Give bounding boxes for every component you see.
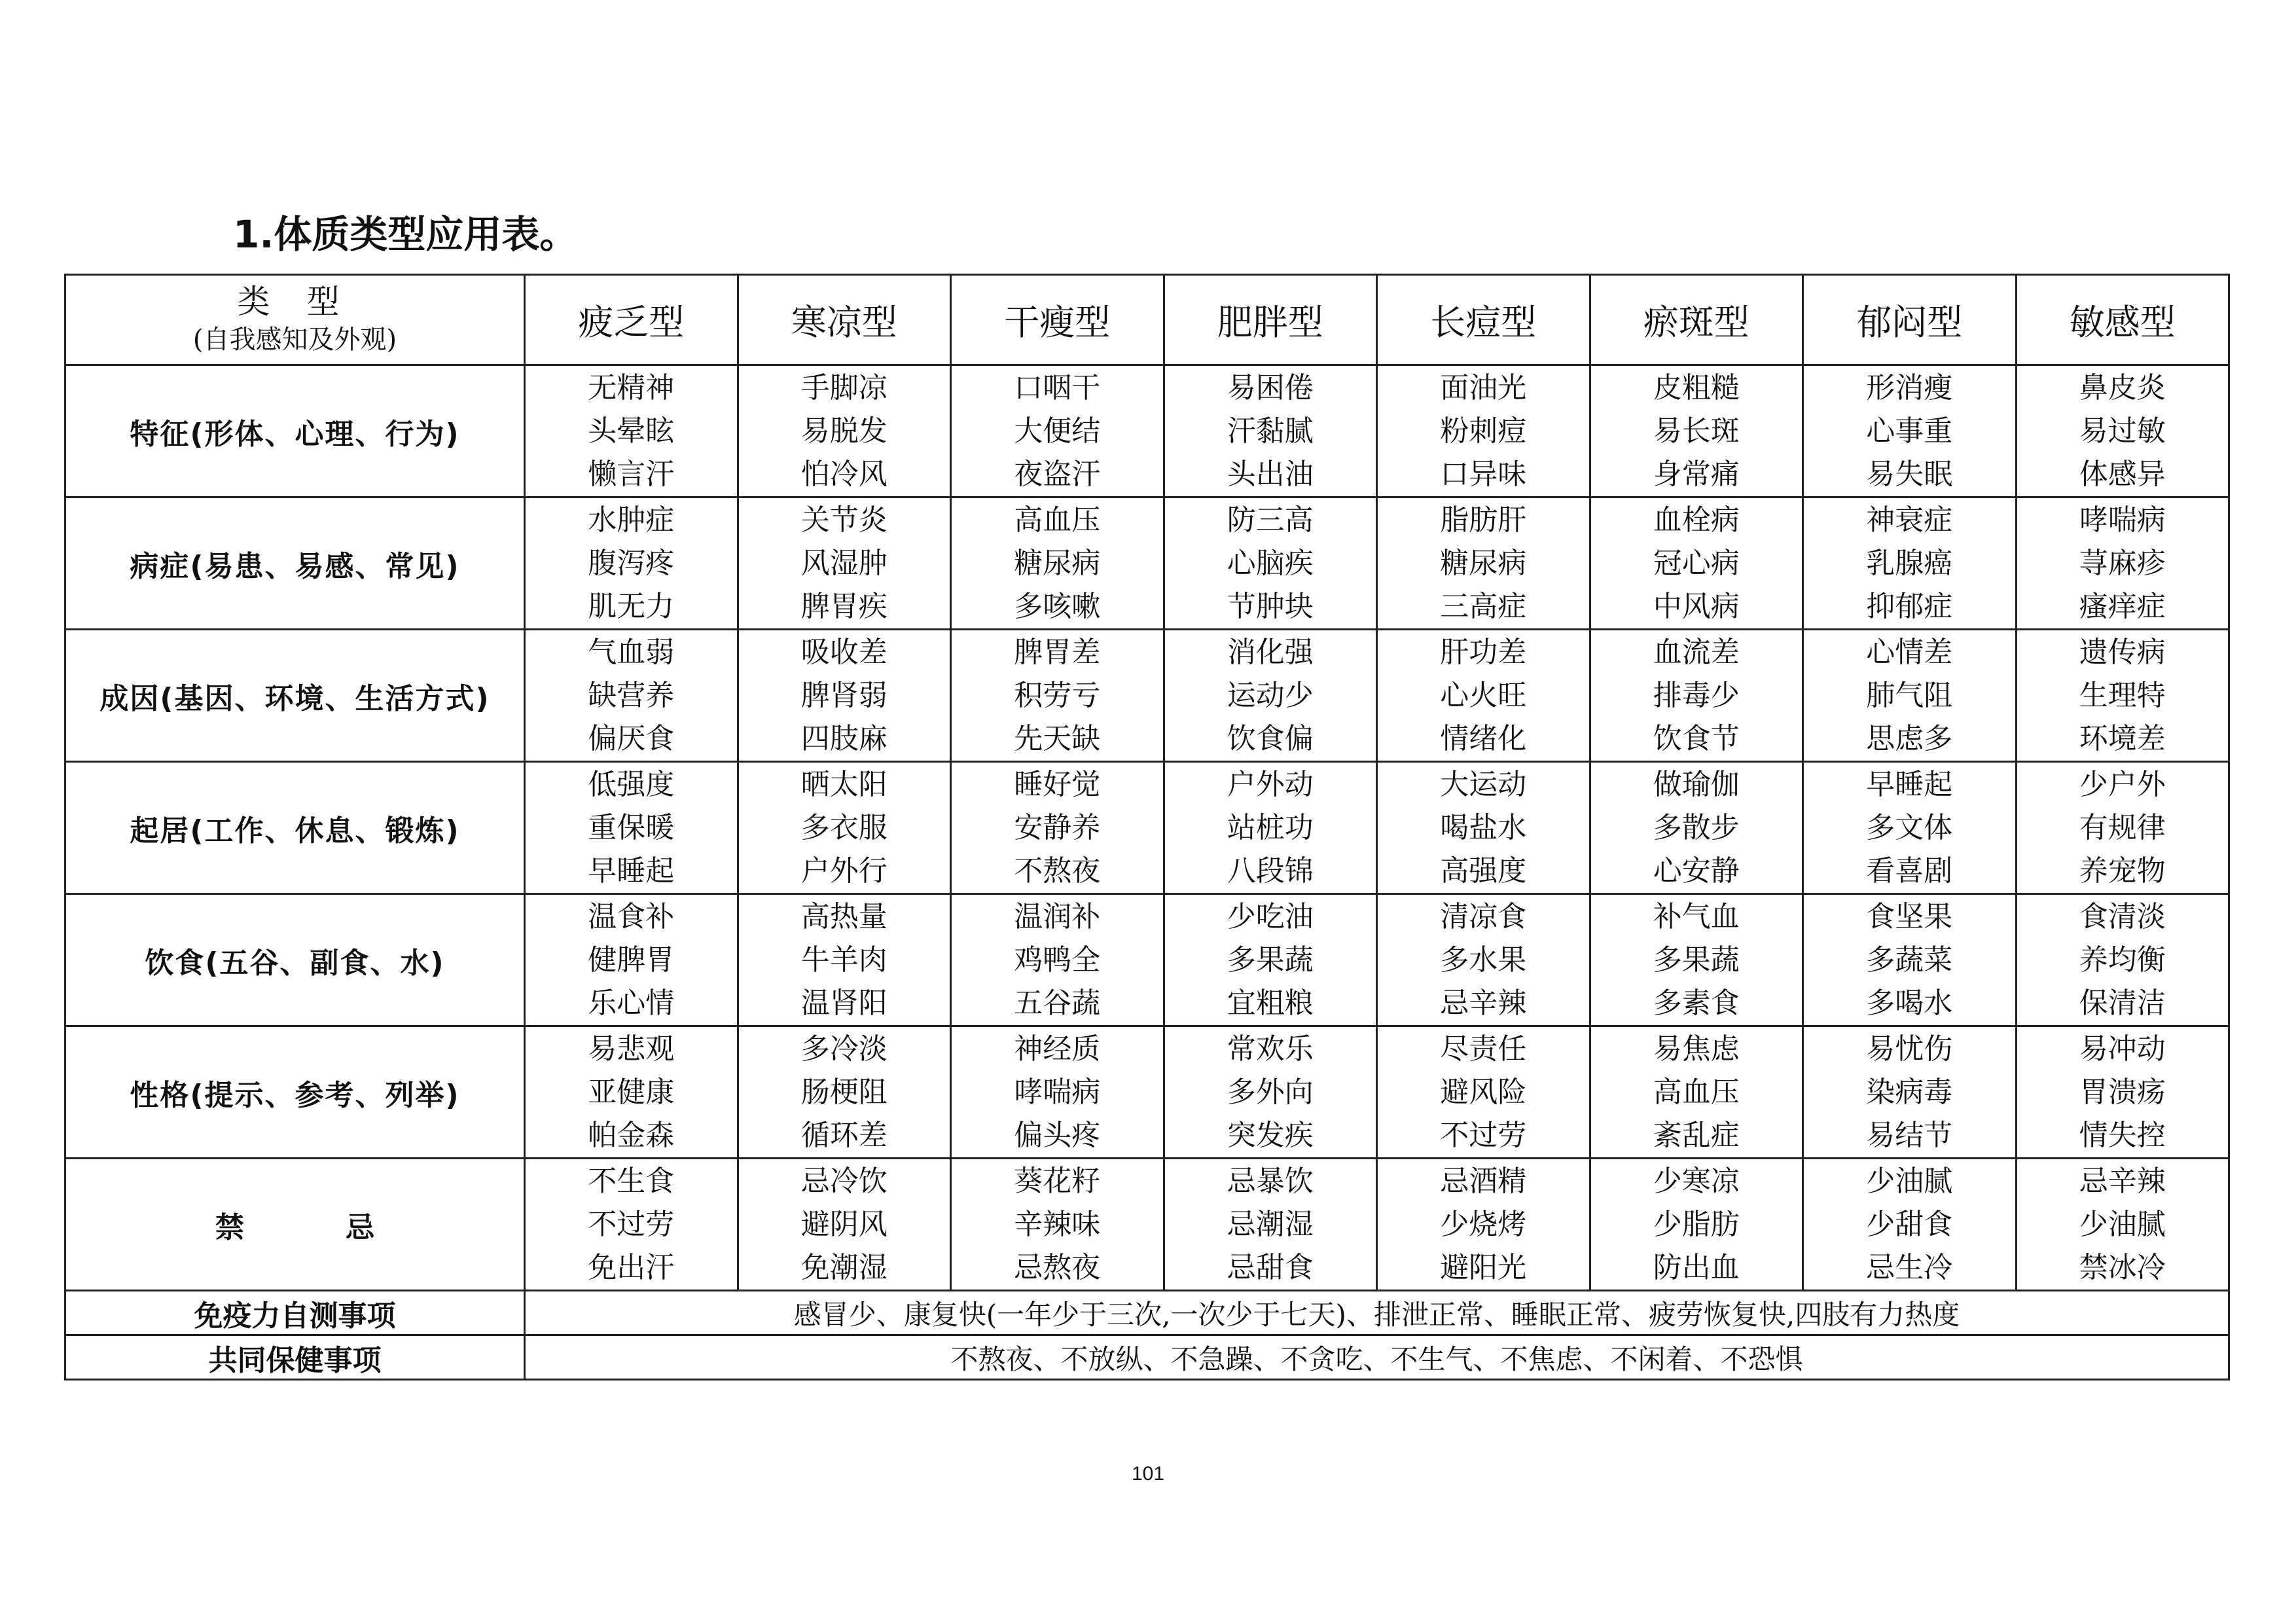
cell-text: 多蔬菜	[1866, 943, 1953, 977]
cell-text: 防出血	[1653, 1250, 1740, 1284]
cell-text: 心事重	[1866, 414, 1953, 448]
type-header-thin: 干瘦型	[951, 275, 1164, 365]
cell-text: 缺营养	[588, 678, 675, 712]
cell-text: 脾胃差	[1014, 635, 1101, 669]
cell-text: 高强度	[1440, 854, 1527, 888]
cell-text: 少甜食	[1866, 1207, 1953, 1241]
cell-text: 神经质	[1014, 1032, 1101, 1066]
table-cell	[738, 497, 951, 630]
cell-text: 血流差	[1653, 635, 1740, 669]
cell-text: 脾肾弱	[800, 678, 888, 712]
cell-text: 多咳嗽	[1014, 589, 1101, 623]
cell-text: 忌冷饮	[800, 1164, 888, 1198]
summary-label: 共同保健事项	[65, 1335, 525, 1380]
cell-text: 做瑜伽	[1653, 767, 1740, 801]
cell-text: 牛羊肉	[800, 943, 888, 977]
table-cell	[2016, 497, 2229, 630]
cell-text: 高血压	[1653, 1075, 1740, 1109]
cell-text: 鸡鸭全	[1014, 943, 1101, 977]
cell-text: 食坚果	[1866, 899, 1953, 933]
cell-text: 风湿肿	[800, 546, 888, 580]
cell-text: 多果蔬	[1653, 943, 1740, 977]
cell-text: 瘙痒症	[2079, 589, 2166, 623]
table-cell	[951, 630, 1164, 762]
table-cell	[525, 1159, 738, 1291]
table-cell	[525, 630, 738, 762]
cell-text: 易结节	[1866, 1118, 1953, 1152]
cell-text: 脾胃疾	[800, 589, 888, 623]
table-cell	[1803, 894, 2017, 1026]
cell-text: 先天缺	[1014, 721, 1101, 755]
type-header-depressed: 郁闷型	[1803, 275, 2017, 365]
table-cell	[1377, 1159, 1590, 1291]
cell-text: 冠心病	[1653, 546, 1740, 580]
cell-text: 关节炎	[800, 503, 888, 537]
table-cell	[1377, 762, 1590, 894]
table-cell	[1377, 894, 1590, 1026]
cell-text: 多文体	[1866, 810, 1953, 844]
table-cell	[2016, 894, 2229, 1026]
table-cell	[1164, 365, 1377, 497]
table-cell	[1803, 365, 2017, 497]
cell-text: 辛辣味	[1014, 1207, 1101, 1241]
table-row	[65, 1026, 2229, 1159]
cell-text: 心火旺	[1440, 678, 1527, 712]
cell-text: 粉刺痘	[1440, 414, 1527, 448]
cell-text: 户外行	[800, 854, 888, 888]
cell-text: 不过劳	[588, 1207, 675, 1241]
cell-text: 易长斑	[1653, 414, 1740, 448]
cell-text: 低强度	[588, 767, 675, 801]
cell-text: 脂肪肝	[1440, 503, 1527, 537]
table-cell	[1590, 894, 1803, 1026]
header-label-sub: (自我感知及外观)	[192, 324, 397, 355]
table-cell	[738, 894, 951, 1026]
cell-text: 口异味	[1440, 457, 1527, 491]
summary-text: 不熬夜、不放纵、不急躁、不贪吃、不生气、不焦虑、不闲着、不恐惧	[525, 1335, 2229, 1380]
cell-text: 运动少	[1227, 678, 1314, 712]
cell-text: 肠梗阻	[800, 1075, 888, 1109]
cell-text: 多果蔬	[1227, 943, 1314, 977]
cell-text: 有规律	[2079, 810, 2166, 844]
table-cell	[525, 365, 738, 497]
cell-text: 鼻皮炎	[2079, 370, 2166, 405]
summary-row	[65, 1335, 2229, 1380]
cell-text: 神衰症	[1866, 503, 1953, 537]
table-cell	[738, 762, 951, 894]
table-cell	[2016, 762, 2229, 894]
cell-text: 晒太阳	[800, 767, 888, 801]
cell-text: 忌酒精	[1440, 1164, 1527, 1198]
cell-text: 排毒少	[1653, 678, 1740, 712]
cell-text: 保清洁	[2079, 986, 2166, 1020]
cell-text: 易冲动	[2079, 1032, 2166, 1066]
cell-text: 肺气阻	[1866, 678, 1953, 712]
cell-text: 易脱发	[800, 414, 888, 448]
cell-text: 免潮湿	[800, 1250, 888, 1284]
table-row	[65, 762, 2229, 894]
row-label: 特征(形体、心理、行为)	[65, 365, 525, 497]
type-header-cold: 寒凉型	[738, 275, 951, 365]
table-cell	[1590, 1159, 1803, 1291]
table-cell	[1803, 1026, 2017, 1159]
cell-text: 肌无力	[588, 589, 675, 623]
cell-text: 健脾胃	[588, 943, 675, 977]
table-cell	[1803, 1159, 2017, 1291]
table-cell	[951, 894, 1164, 1026]
constitution-type-table	[64, 274, 2230, 1380]
cell-text: 头晕眩	[588, 414, 675, 448]
cell-text: 养宠物	[2079, 854, 2166, 888]
type-header-obese: 肥胖型	[1164, 275, 1377, 365]
table-cell	[951, 365, 1164, 497]
cell-text: 易忧伤	[1866, 1032, 1953, 1066]
table-cell	[1164, 894, 1377, 1026]
table-cell	[1590, 1026, 1803, 1159]
cell-text: 防三高	[1227, 503, 1314, 537]
cell-text: 多素食	[1653, 986, 1740, 1020]
row-label: 病症(易患、易感、常见)	[65, 497, 525, 630]
cell-text: 忌熬夜	[1014, 1250, 1101, 1284]
cell-text: 早睡起	[588, 854, 675, 888]
cell-text: 夜盗汗	[1014, 457, 1101, 491]
table-cell	[2016, 1159, 2229, 1291]
cell-text: 禁冰冷	[2079, 1250, 2166, 1284]
cell-text: 忌甜食	[1227, 1250, 1314, 1284]
header-row	[65, 275, 2229, 365]
cell-text: 易困倦	[1227, 370, 1314, 405]
cell-text: 多水果	[1440, 943, 1527, 977]
cell-text: 偏厌食	[588, 721, 675, 755]
cell-text: 遗传病	[2079, 635, 2166, 669]
cell-text: 看喜剧	[1866, 854, 1953, 888]
table-cell	[1377, 1026, 1590, 1159]
cell-text: 四肢麻	[800, 721, 888, 755]
cell-text: 气血弱	[588, 635, 675, 669]
cell-text: 消化强	[1227, 635, 1314, 669]
table-cell	[738, 1159, 951, 1291]
cell-text: 环境差	[2079, 721, 2166, 755]
table-cell	[1803, 762, 2017, 894]
cell-text: 补气血	[1653, 899, 1740, 933]
table-cell	[1377, 497, 1590, 630]
cell-text: 循环差	[800, 1118, 888, 1152]
cell-text: 水肿症	[588, 503, 675, 537]
type-header-bruise: 瘀斑型	[1590, 275, 1803, 365]
cell-text: 易悲观	[588, 1032, 675, 1066]
cell-text: 节肿块	[1227, 589, 1314, 623]
table-cell	[951, 497, 1164, 630]
summary-text: 感冒少、康复快(一年少于三次,一次少于七天)、排泄正常、睡眠正常、疲劳恢复快,四肢有力热度	[525, 1291, 2229, 1335]
row-label: 性格(提示、参考、列举)	[65, 1026, 525, 1159]
cell-text: 易过敏	[2079, 414, 2166, 448]
cell-text: 八段锦	[1227, 854, 1314, 888]
cell-text: 易焦虑	[1653, 1032, 1740, 1066]
cell-text: 高热量	[800, 899, 888, 933]
cell-text: 户外动	[1227, 767, 1314, 801]
cell-text: 手脚凉	[800, 370, 888, 405]
cell-text: 温润补	[1014, 899, 1101, 933]
table-cell	[1164, 1026, 1377, 1159]
table-row	[65, 630, 2229, 762]
cell-text: 温肾阳	[800, 986, 888, 1020]
cell-text: 帕金森	[588, 1118, 675, 1152]
cell-text: 三高症	[1440, 589, 1527, 623]
table-row	[65, 365, 2229, 497]
cell-text: 忌生冷	[1866, 1250, 1953, 1284]
type-header-fatigue: 疲乏型	[525, 275, 738, 365]
cell-text: 情失控	[2079, 1118, 2166, 1152]
row-label: 禁 忌	[65, 1159, 525, 1291]
cell-text: 多喝水	[1866, 986, 1953, 1020]
table-row	[65, 497, 2229, 630]
table-cell	[525, 1026, 738, 1159]
cell-text: 忌辛辣	[2079, 1164, 2166, 1198]
cell-text: 忌潮湿	[1227, 1207, 1314, 1241]
table-cell	[525, 894, 738, 1026]
cell-text: 避阴风	[800, 1207, 888, 1241]
cell-text: 口咽干	[1014, 370, 1101, 405]
cell-text: 糖尿病	[1440, 546, 1527, 580]
cell-text: 忌辛辣	[1440, 986, 1527, 1020]
cell-text: 睡好觉	[1014, 767, 1101, 801]
cell-text: 哮喘病	[1014, 1075, 1101, 1109]
cell-text: 宜粗粮	[1227, 986, 1314, 1020]
cell-text: 血栓病	[1653, 503, 1740, 537]
summary-row	[65, 1291, 2229, 1335]
cell-text: 站桩功	[1227, 810, 1314, 844]
cell-text: 多外向	[1227, 1075, 1314, 1109]
cell-text: 多散步	[1653, 810, 1740, 844]
cell-text: 避阳光	[1440, 1250, 1527, 1284]
table-cell	[1377, 365, 1590, 497]
cell-text: 心脑疾	[1227, 546, 1314, 580]
cell-text: 紊乱症	[1653, 1118, 1740, 1152]
cell-text: 染病毒	[1866, 1075, 1953, 1109]
cell-text: 多衣服	[800, 810, 888, 844]
cell-text: 常欢乐	[1227, 1032, 1314, 1066]
cell-text: 亚健康	[588, 1075, 675, 1109]
table-cell	[738, 1026, 951, 1159]
cell-text: 皮粗糙	[1653, 370, 1740, 405]
cell-text: 少油腻	[2079, 1207, 2166, 1241]
table-cell	[2016, 1026, 2229, 1159]
cell-text: 无精神	[588, 370, 675, 405]
type-header-acne: 长痘型	[1377, 275, 1590, 365]
table-cell	[2016, 365, 2229, 497]
table-cell	[2016, 630, 2229, 762]
cell-text: 少烧烤	[1440, 1207, 1527, 1241]
cell-text: 易失眠	[1866, 457, 1953, 491]
cell-text: 思虑多	[1866, 721, 1953, 755]
cell-text: 荨麻疹	[2079, 546, 2166, 580]
cell-text: 饮食节	[1653, 721, 1740, 755]
cell-text: 早睡起	[1866, 767, 1953, 801]
cell-text: 心情差	[1866, 635, 1953, 669]
cell-text: 身常痛	[1653, 457, 1740, 491]
cell-text: 肝功差	[1440, 635, 1527, 669]
cell-text: 少户外	[2079, 767, 2166, 801]
table-cell	[1164, 497, 1377, 630]
cell-text: 头出油	[1227, 457, 1314, 491]
cell-text: 五谷蔬	[1014, 986, 1101, 1020]
table-row	[65, 894, 2229, 1026]
cell-text: 胃溃疡	[2079, 1075, 2166, 1109]
cell-text: 葵花籽	[1014, 1164, 1101, 1198]
row-label: 成因(基因、环境、生活方式)	[65, 630, 525, 762]
cell-text: 尽责任	[1440, 1032, 1527, 1066]
table-cell	[738, 630, 951, 762]
cell-text: 面油光	[1440, 370, 1527, 405]
cell-text: 避风险	[1440, 1075, 1527, 1109]
cell-text: 免出汗	[588, 1250, 675, 1284]
cell-text: 懒言汗	[588, 457, 675, 491]
cell-text: 清凉食	[1440, 899, 1527, 933]
document-title: 1.体质类型应用表。	[233, 212, 578, 257]
table-cell	[1590, 630, 1803, 762]
cell-text: 吸收差	[800, 635, 888, 669]
cell-text: 糖尿病	[1014, 546, 1101, 580]
row-label: 起居(工作、休息、锻炼)	[65, 762, 525, 894]
cell-text: 不熬夜	[1014, 854, 1101, 888]
cell-text: 高血压	[1014, 503, 1101, 537]
cell-text: 大运动	[1440, 767, 1527, 801]
table-cell	[1590, 497, 1803, 630]
cell-text: 少脂肪	[1653, 1207, 1740, 1241]
cell-text: 养均衡	[2079, 943, 2166, 977]
cell-text: 不生食	[588, 1164, 675, 1198]
cell-text: 饮食偏	[1227, 721, 1314, 755]
page-number: 101	[1131, 1463, 1165, 1485]
table-cell	[1377, 630, 1590, 762]
cell-text: 食清淡	[2079, 899, 2166, 933]
cell-text: 少油腻	[1866, 1164, 1953, 1198]
cell-text: 大便结	[1014, 414, 1101, 448]
cell-text: 腹泻疼	[588, 546, 675, 580]
cell-text: 少寒凉	[1653, 1164, 1740, 1198]
cell-text: 中风病	[1653, 589, 1740, 623]
table-cell	[951, 1159, 1164, 1291]
type-header-sensitive: 敏感型	[2016, 275, 2229, 365]
table-cell	[1164, 630, 1377, 762]
cell-text: 生理特	[2079, 678, 2166, 712]
table-cell	[951, 762, 1164, 894]
table-cell	[738, 365, 951, 497]
table-cell	[525, 762, 738, 894]
cell-text: 怕冷风	[800, 457, 888, 491]
cell-text: 喝盐水	[1440, 810, 1527, 844]
cell-text: 不过劳	[1440, 1118, 1527, 1152]
cell-text: 抑郁症	[1866, 589, 1953, 623]
cell-text: 温食补	[588, 899, 675, 933]
cell-text: 安静养	[1014, 810, 1101, 844]
cell-text: 忌暴饮	[1227, 1164, 1314, 1198]
cell-text: 少吃油	[1227, 899, 1314, 933]
header-label-main: 类 型	[237, 282, 353, 321]
cell-text: 多冷淡	[800, 1032, 888, 1066]
cell-text: 乐心情	[588, 986, 675, 1020]
cell-text: 哮喘病	[2079, 503, 2166, 537]
table-cell	[1803, 497, 2017, 630]
table-cell	[1803, 630, 2017, 762]
table-cell	[1590, 365, 1803, 497]
cell-text: 汗黏腻	[1227, 414, 1314, 448]
cell-text: 积劳亏	[1014, 678, 1101, 712]
cell-text: 情绪化	[1440, 721, 1527, 755]
table-cell	[951, 1026, 1164, 1159]
cell-text: 乳腺癌	[1866, 546, 1953, 580]
cell-text: 突发疾	[1227, 1118, 1314, 1152]
table-row	[65, 1159, 2229, 1291]
summary-label: 免疫力自测事项	[65, 1291, 525, 1335]
row-label: 饮食(五谷、副食、水)	[65, 894, 525, 1026]
table-cell	[1164, 1159, 1377, 1291]
cell-text: 偏头疼	[1014, 1118, 1101, 1152]
cell-text: 心安静	[1653, 854, 1740, 888]
cell-text: 重保暖	[588, 810, 675, 844]
header-label-cell	[65, 275, 525, 365]
table-cell	[1590, 762, 1803, 894]
cell-text: 形消瘦	[1866, 370, 1953, 405]
table-cell	[1164, 762, 1377, 894]
cell-text: 体感异	[2079, 457, 2166, 491]
table-cell	[525, 497, 738, 630]
